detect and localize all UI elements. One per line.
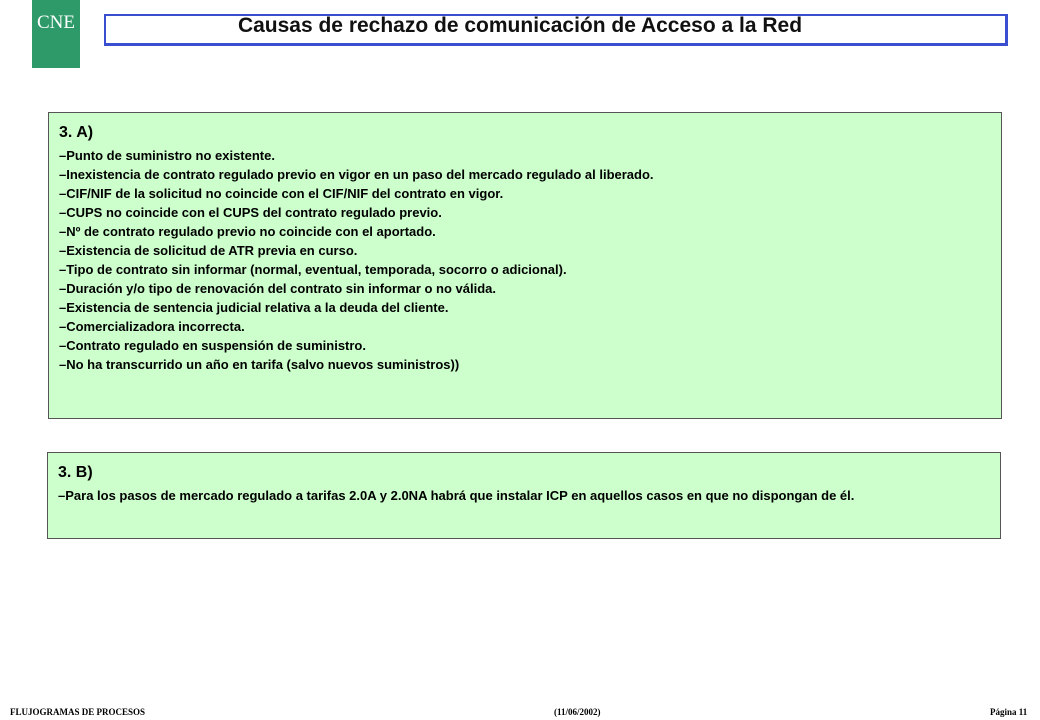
list-item: –CIF/NIF de la solicitud no coincide con el CIF/NIF del contrato en vigor. (59, 186, 504, 201)
page-title: Causas de rechazo de comunicación de Acceso a la Red (237, 14, 803, 37)
list-item: –Comercializadora incorrecta. (59, 319, 245, 334)
footer-document-title: FLUJOGRAMAS DE PROCESOS (10, 707, 146, 717)
section-a-panel (48, 112, 1002, 419)
footer-date: (11/06/2002) (554, 707, 601, 717)
section-b-panel (47, 452, 1001, 539)
section-b-text: –Para los pasos de mercado regulado a tarifas 2.0A y 2.0NA habrá que instalar ICP en aquellos casos en que no dispongan de él. (58, 488, 855, 503)
section-b-heading: 3. B) (58, 464, 93, 481)
list-item: –Existencia de sentencia judicial relativa a la deuda del cliente. (59, 300, 449, 315)
list-item: –No ha transcurrido un año en tarifa (salvo nuevos suministros)) (59, 357, 460, 372)
list-item: –CUPS no coincide con el CUPS del contrato regulado previo. (59, 205, 442, 220)
list-item: –Tipo de contrato sin informar (normal, eventual, temporada, socorro o adicional). (59, 262, 567, 277)
footer-page-number: Página 11 (990, 707, 1028, 717)
section-a-heading: 3. A) (59, 124, 94, 141)
list-item: –Existencia de solicitud de ATR previa en curso. (59, 243, 358, 258)
list-item: –Inexistencia de contrato regulado previo en vigor en un paso del mercado regulado al liberado. (59, 167, 654, 182)
list-item: –Punto de suministro no existente. (59, 148, 275, 163)
list-item: –Nº de contrato regulado previo no coincide con el aportado. (59, 224, 436, 239)
list-item: –Duración y/o tipo de renovación del contrato sin informar o no válida. (59, 281, 497, 296)
list-item: –Contrato regulado en suspensión de suministro. (59, 338, 366, 353)
logo-text: CNE (37, 12, 75, 33)
